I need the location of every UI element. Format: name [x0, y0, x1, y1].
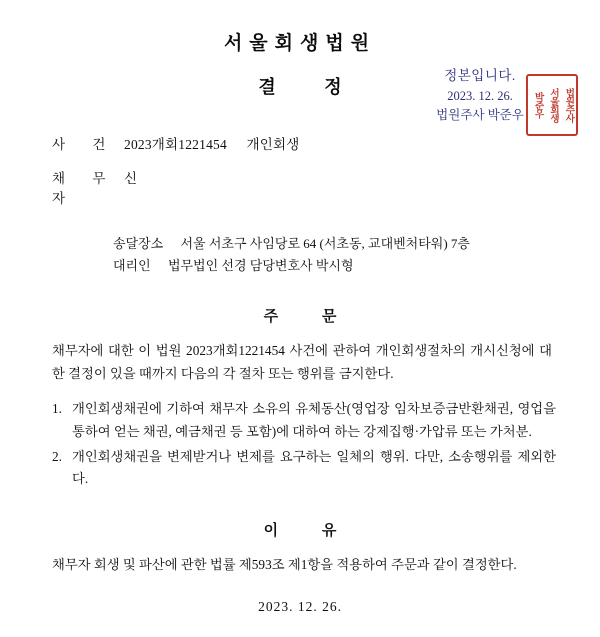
case-type: 개인회생: [246, 137, 300, 152]
debtor-name: 신: [124, 171, 138, 186]
document-type-heading: 결 정: [258, 77, 364, 97]
certification-statement: 정본입니다.: [444, 68, 516, 83]
seal-column-3: 법원주사: [563, 88, 574, 122]
list-item-number: 1.: [52, 400, 62, 416]
address-block: [0, 233, 600, 277]
service-address-value: 서울 서초구 사임당로 64 (서초동, 교대벤처타워) 7층: [180, 236, 470, 251]
agent-line: [113, 255, 600, 277]
list-item-text: 개인회생채권을 변제받거나 변제를 요구하는 일체의 행위. 다만, 소송행위를 제외한다.: [72, 448, 556, 487]
court-title: 서울회생법원: [223, 33, 377, 54]
certification-officer: 법원주사 박준우: [436, 108, 524, 123]
case-number: 2023개회1221454: [124, 137, 227, 152]
service-address-line: [113, 233, 600, 255]
document-page: [0, 28, 600, 637]
field-row-case: [52, 133, 600, 153]
service-address-label: 송달장소: [113, 236, 164, 251]
field-value-case: [124, 133, 299, 153]
list-item-number: 2.: [52, 448, 62, 464]
certification-date: 2023. 12. 26.: [447, 88, 513, 103]
list-item-text: 개인회생채권에 기하여 채무자 소유의 유체동산(영업장 임차보증금반환채권, 영업을 통하여 얻는 채권, 예금채권 등 포함)에 대하여 하는 강제집행·가압류 또는 가처분.: [72, 400, 556, 439]
field-value-debtor: [124, 167, 153, 187]
official-seal-stamp: [526, 74, 578, 136]
prohibited-actions-list: [0, 398, 600, 491]
seal-column-2: 서울회생: [547, 88, 558, 122]
list-item: [52, 398, 556, 444]
reason-heading: 이 유: [263, 523, 357, 540]
reason-body: 채무자 회생 및 파산에 관한 법률 제593조 제1항을 적용하여 주문과 같이 결정한다.: [52, 557, 517, 573]
footer-date: 2023. 12. 26.: [258, 599, 342, 614]
seal-column-1: 박준우: [532, 92, 543, 118]
list-item: [52, 446, 556, 492]
agent-label: 대리인: [113, 258, 151, 274]
main-text-heading: 주 문: [263, 309, 357, 326]
case-fields: [0, 133, 600, 207]
field-label-case: 사 건: [52, 137, 118, 152]
field-label-debtor: 채 무 자: [52, 171, 118, 206]
agent-value: 법무법인 선경 담당변호사 박시형: [167, 258, 354, 274]
main-text-body: 채무자에 대한 이 법원 2023개회1221454 사건에 관하여 개인회생절차의 개시신청에 대한 결정이 있을 때까지 다음의 각 절차 또는 행위를 금지한다.: [52, 343, 552, 382]
field-row-debtor: [52, 167, 600, 207]
